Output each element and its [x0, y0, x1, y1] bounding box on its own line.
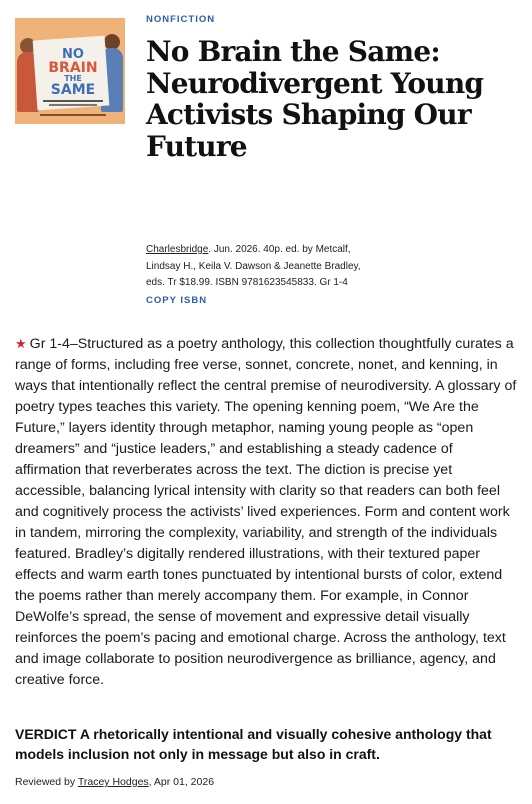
review-text: Gr 1-4–Structured as a poetry anthology, this collection thoughtfully curates a range of forms, including free verse, sonnet, concrete, nonet, and kenning, in ways that intentionally reflect the central premise of neurodiversity. A glossary of poetry types teaches this variety. The opening kenning poem, “We Are the Future,” layers identity through metaphor, naming young people as “open dreamers” and “justice leaders,” and establishing a steady cadence of affirmation that reverberates across the text. The diction is precise yet accessible, balancing lyrical intensity with clarity so that readers can both feel and cognitively process the activists’ lived experiences. Form and content work in tandem, mirroring the complexity, variability, and strength of the individuals featured. Bradley’s digitally rendered illustrations, with their textured paper effects and warm earth tones punctuated by intentional bursts of color, extend the poems rather than merely accompany them. For example, in Connor DeWolfe’s spread, the sense of movement and expressive detail visually reinforces the poem’s pacing and emotional charge. Across the anthology, text and image collaborate to position neurodivergence as brilliance, agency, and creative force.	[15, 336, 517, 688]
section-label: NONFICTION	[146, 14, 216, 25]
cover-credits-line	[40, 114, 106, 116]
publisher-link[interactable]: Charlesbridge	[146, 244, 209, 255]
cover-title-brain: BRAIN	[48, 60, 98, 76]
reviewed-by-label: Reviewed by	[15, 776, 78, 788]
star-icon: ★	[15, 336, 27, 351]
book-cover-image[interactable]	[15, 18, 125, 124]
review-verdict: VERDICT A rhetorically intentional and visually cohesive anthology that models inclusion not only in message but also in craft.	[15, 726, 492, 762]
copy-isbn-button[interactable]: COPY ISBN	[146, 295, 208, 306]
book-title: No Brain the Same: Neurodivergent Young Activists Shaping Our Future	[146, 35, 484, 163]
publication-details: . Jun. 2026. 40p. ed. by Metcalf, Lindsay H., Keila V. Dawson & Jeanette Bradley, eds. Tr $18.99. ISBN 9781623545833. Gr 1-4	[146, 244, 361, 288]
publication-info	[146, 242, 376, 292]
cover-title-same: SAME	[50, 82, 96, 98]
cover-title-the: THE	[64, 74, 82, 83]
review-body	[15, 333, 519, 691]
review-date: , Apr 01, 2026	[148, 776, 215, 788]
cover-title-no: NO	[62, 47, 84, 62]
cover-subtitle-line-2	[49, 104, 97, 106]
review-byline	[15, 776, 214, 788]
cover-subtitle-line	[43, 100, 103, 102]
reviewer-link[interactable]: Tracey Hodges	[77, 776, 149, 788]
